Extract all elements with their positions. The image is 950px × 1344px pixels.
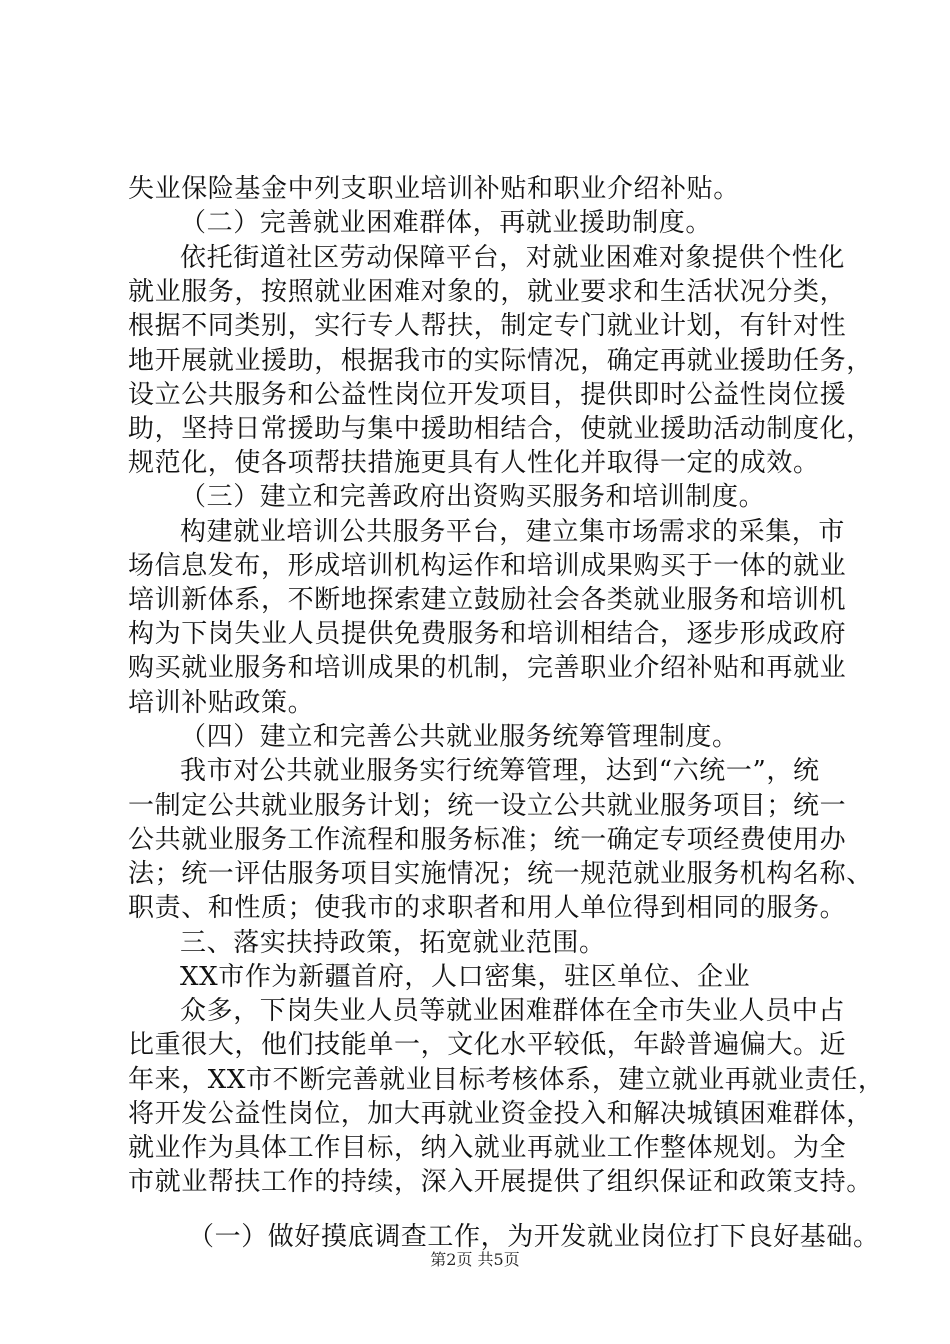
section-heading: （三）建立和完善政府出资购买服务和培训制度。 [180,482,766,512]
body-text-line: 公共就业服务工作流程和服务标准；统一确定专项经费使用办 [128,825,847,855]
body-text-line: 地开展就业援助，根据我市的实际情况，确定再就业援助任务， [128,346,873,376]
section-heading: （一）做好摸底调查工作，为开发就业岗位打下良好基础。 [188,1222,880,1252]
body-text-line: 依托街道社区劳动保障平台，对就业困难对象提供个性化 [180,243,846,273]
body-text-line: 构为下岗失业人员提供免费服务和培训相结合，逐步形成政府 [128,619,847,649]
body-text-line: 就业作为具体工作目标，纳入就业再就业工作整体规划。为全 [128,1133,847,1163]
body-text-line: 比重很大，他们技能单一，文化水平较低，年龄普遍偏大。近 [128,1030,847,1060]
body-text-line: 将开发公益性岗位，加大再就业资金投入和解决城镇困难群体， [128,1099,873,1129]
body-text-line: 培训新体系，不断地探索建立鼓励社会各类就业服务和培训机 [128,585,847,615]
page-number-footer: 第2页 共5页 [430,1250,520,1269]
body-text-line: 根据不同类别，实行专人帮扶，制定专门就业计划，有针对性 [128,311,847,341]
body-text-line: 年来，XX市不断完善就业目标考核体系，建立就业再就业责任， [128,1065,885,1095]
body-text-line: 助，坚持日常援助与集中援助相结合，使就业援助活动制度化， [128,414,873,444]
body-text-line: 职责、和性质；使我市的求职者和用人单位得到相同的服务。 [128,893,847,923]
body-text-line: 场信息发布，形成培训机构运作和培训成果购买于一体的就业 [128,551,847,581]
body-text-line: 一制定公共就业服务计划；统一设立公共就业服务项目；统一 [128,791,847,821]
body-text-line: 法；统一评估服务项目实施情况；统一规范就业服务机构名称、 [128,859,873,889]
body-text-line: 培训补贴政策。 [128,688,315,718]
body-text-line: 构建就业培训公共服务平台，建立集市场需求的采集，市 [180,517,846,547]
body-text-line: 设立公共服务和公益性岗位开发项目，提供即时公益性岗位援 [128,380,847,410]
body-text-line: 众多，下岗失业人员等就业困难群体在全市失业人员中占 [180,996,846,1026]
section-heading: （二）完善就业困难群体，再就业援助制度。 [180,208,713,238]
body-text-line: XX市作为新疆首府，人口密集，驻区单位、企业 [180,962,751,992]
body-text-line: 规范化，使各项帮扶措施更具有人性化并取得一定的成效。 [128,448,820,478]
body-text-line: 我市对公共就业服务实行统筹管理，达到“六统一”，统 [180,756,820,786]
section-heading: 三、落实扶持政策，拓宽就业范围。 [180,928,606,958]
body-text-line: 就业服务，按照就业困难对象的，就业要求和生活状况分类， [128,277,847,307]
section-heading: （四）建立和完善公共就业服务统筹管理制度。 [180,722,739,752]
body-text-line: 市就业帮扶工作的持续，深入开展提供了组织保证和政策支持。 [128,1167,873,1197]
body-text-line: 购买就业服务和培训成果的机制，完善职业介绍补贴和再就业 [128,653,847,683]
body-text-line: 失业保险基金中列支职业培训补贴和职业介绍补贴。 [128,174,740,204]
